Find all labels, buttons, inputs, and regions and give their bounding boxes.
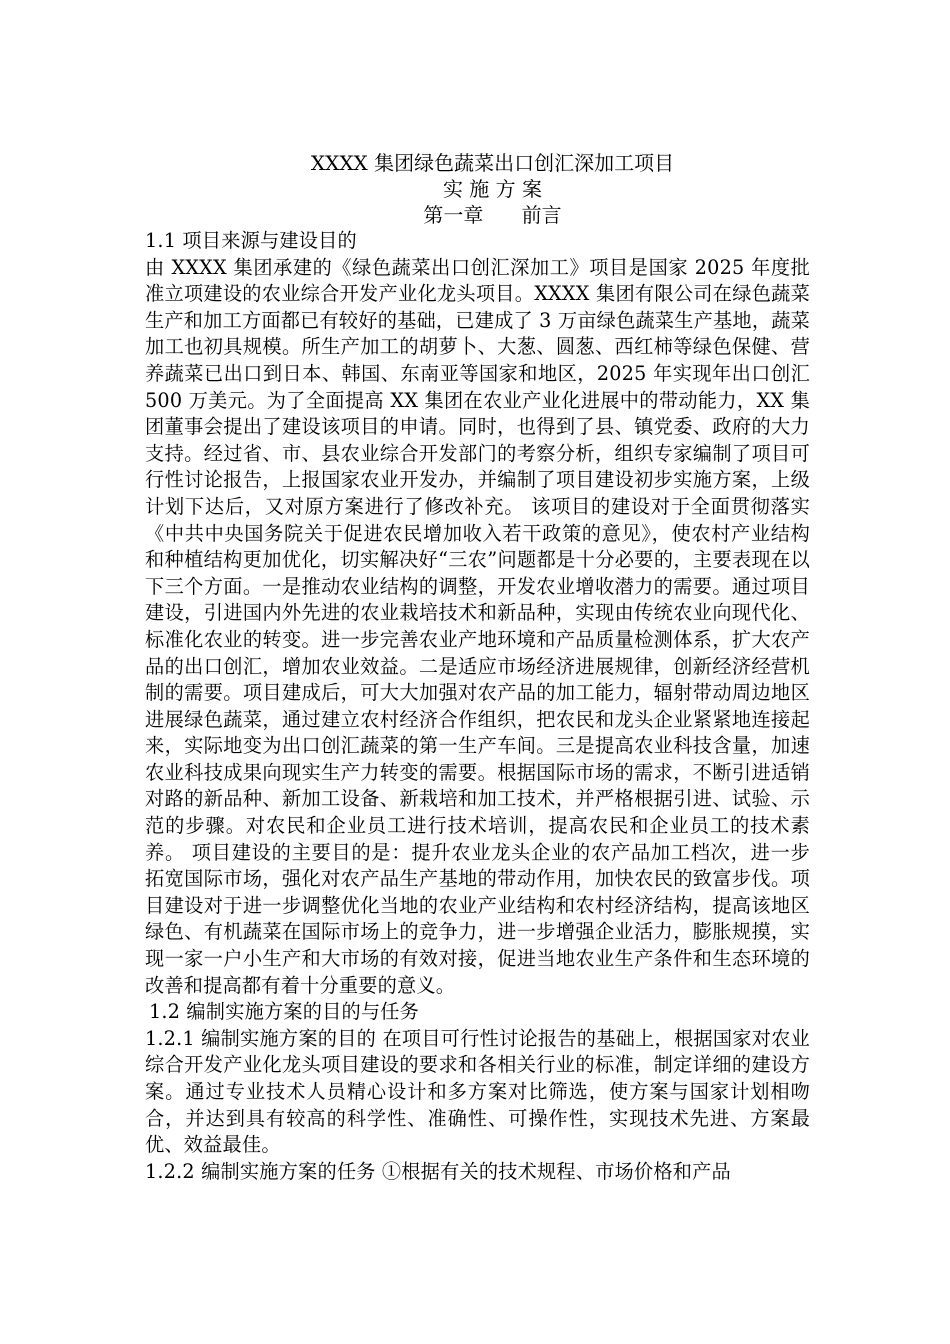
section-body-1-1: 由 XXXX 集团承建的《绿色蔬菜出口创汇深加工》项目是国家 2025 年度批准立项建设的农业综合开发产业化龙头项目。XXXX 集团有限公司在绿色蔬菜生产和加工方面都已有较好的基础，已建成了 3 万亩绿色蔬菜生产基地，蔬菜加工也初具规模。所生产加工的胡萝卜、大葱、圆葱、西红柿等绿色保健、营养蔬菜已出口到日本、韩国、东南亚等国家和地区，2025 年实现年出口创汇 500 万美元。为了全面提高 XX 集团在农业产业化进展中的带动能力，XX 集团董事会提出了建设该项目的申请。同时，也得到了县、镇党委、政府的大力支持。经过省、市、县农业综合开发部门的考察分析，组织专家编制了项目可行性讨论报告，上报国家农业开发办，并编制了项目建设初步实施方案，上级计划下达后，又对原方案进行了修改补充。 该项目的建设对于全面贯彻落实《中共中央国务院关于促进农民增加收入若干政策的意见》，使农村产业结构和种植结构更加优化，切实解决好“三农”问题都是十分必要的，主要表现在以下三个方面。一是推动农业结构的调整，开发农业增收潜力的需要。通过项目建设，引进国内外先进的农业栽培技术和新品种，实现由传统农业向现代化、标准化农业的转变。进一步完善农业产地环境和产品质量检测体系，扩大农产品的出口创汇，增加农业效益。二是适应市场经济进展规律，创新经济经营机制的需要。项目建成后，可大大加强对农产品的加工能力，辐射带动周边地区进展绿色蔬菜，通过建立农村经济合作组织，把农民和龙头企业紧紧地连接起来，实际地变为出口创汇蔬菜的第一生产车间。三是提高农业科技含量，加速农业科技成果向现实生产力转变的需要。根据国际市场的需求，不断引进适销对路的新品种、新加工设备、新栽培和加工技术，并严格根据引进、试验、示范的步骤。对农民和企业员工进行技术培训，提高农民和企业员工的技术素养。 项目建设的主要目的是：提升农业龙头企业的农产品加工档次，进一步拓宽国际市场，强化对农产品生产基地的带动作用，加快农民的致富步伐。项目建设对于进一步调整优化当地的农业产业结构和农村经济结构，提高该地区绿色、有机蔬菜在国际市场上的竞争力，进一步增强企业活力，膨胀规摸，实现一家一户小生产和大市场的有效对接，促进当地农业生产条件和生态环境的改善和提高都有着十分重要的意义。	[145, 255, 810, 997]
document-title: XXXX 集团绿色蔬菜出口创汇深加工项目	[310, 151, 675, 175]
document-body	[145, 228, 810, 1185]
section-heading-1-2: 1.2 编制实施方案的目的与任务	[149, 1000, 420, 1024]
section-body-1-2-1: 1.2.1 编制实施方案的目的 在项目可行性讨论报告的基础上，根据国家对农业综合开发产业化龙头项目建设的要求和各相关行业的标准，制定详细的建设方案。通过专业技术人员精心设计和多方案对比筛选，使方案与国家计划相吻合，并达到具有较高的科学性、准确性、可操作性，实现技术先进、方案最优、效益最佳。	[145, 1026, 810, 1157]
title-block	[145, 150, 810, 228]
chapter-heading: 第一章 前言	[423, 203, 562, 227]
section-body-1-2-2: 1.2.2 编制实施方案的任务 ①根据有关的技术规程、市场价格和产品	[145, 1159, 731, 1183]
document-page	[145, 150, 810, 1185]
document-subtitle: 实 施 方 案	[442, 177, 543, 201]
section-heading-1-1: 1.1 项目来源与建设目的	[145, 229, 357, 252]
